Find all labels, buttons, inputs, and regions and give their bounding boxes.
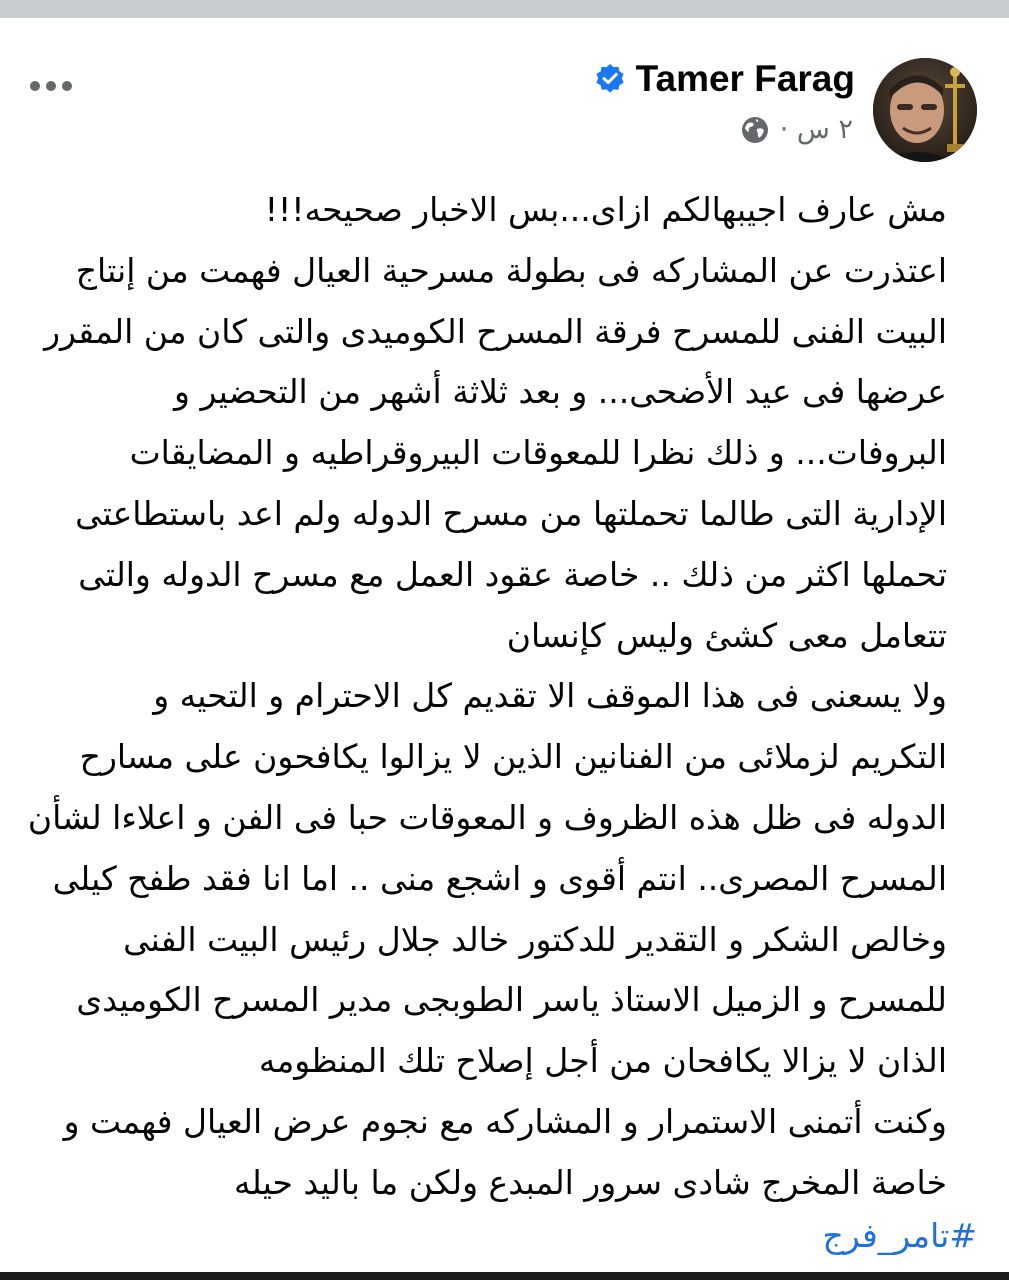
post-line: مش عارف اجيبهالكم ازاى...بس الاخبار صحيحه!!! [264, 190, 947, 229]
author-row [594, 58, 855, 100]
hashtag-link[interactable]: #تامر_فرج [822, 1216, 977, 1255]
post-line: تحملها اكثر من ذلك .. خاصة عقود العمل مع مسرح الدوله والتى [78, 554, 947, 594]
post-line: تتعامل معى كشئ وليس كإنسان [506, 615, 947, 655]
more-options-icon [29, 80, 73, 92]
author-name[interactable]: Tamer Farag [635, 58, 855, 99]
post-line: البروفات... و ذلك نظرا للمعوقات البيروقراطيه و المضايقات [129, 433, 947, 473]
avatar[interactable] [873, 58, 977, 162]
bottom-divider [0, 1272, 1009, 1280]
post-line: ولا يسعنى فى هذا الموقف الا تقديم كل الاحترام و التحيه و [153, 676, 947, 716]
post-line: البيت الفنى للمسرح فرقة المسرح الكوميدى والتى كان من المقرر [44, 311, 947, 351]
top-divider-bar [0, 0, 1009, 18]
post-line: الإدارية التى طالما تحملتها من مسرح الدوله ولم اعد باستطاعتى [75, 493, 947, 533]
more-options-button[interactable] [26, 66, 76, 106]
post-line: خاصة المخرج شادى سرور المبدع ولكن ما باليد حيله [233, 1162, 947, 1202]
post-line: المسرح المصرى.. انتم أقوى و اشجع منى .. اما انا فقد طفح كيلى [52, 858, 947, 898]
profile-photo [873, 58, 977, 162]
post-line: اعتذرت عن المشاركه فى بطولة مسرحية العيال فهمت من إنتاج [75, 250, 947, 290]
post-line: وكنت أتمنى الاستمرار و المشاركه مع نجوم عرض العيال فهمت و [63, 1101, 947, 1141]
globe-icon [740, 115, 770, 145]
post-body [7, 180, 947, 1214]
post-line: وخالص الشكر و التقدير للدكتور خالد جلال رئيس البيت الفنى [123, 919, 947, 959]
post-card [0, 18, 1009, 1270]
post-line: للمسرح و الزميل الاستاذ ياسر الطوبجى مدير المسرح الكوميدى [76, 980, 947, 1020]
post-line: الذان لا يزالا يكافحان من أجل إصلاح تلك المنظومه [258, 1041, 947, 1081]
post-line: الدوله فى ظل هذه الظروف و المعوقات حبا فى الفن و اعلاءا لشأن [27, 797, 947, 837]
post-line: عرضها فى عيد الأضحى... و بعد ثلاثة أشهر من التحضير و [174, 372, 947, 412]
post-line: التكريم لزملائى من الفنانين الذين لا يزالوا يكافحون على مسارح [79, 737, 947, 777]
verified-badge-icon [594, 63, 626, 95]
post-meta [740, 114, 853, 145]
post-timestamp[interactable]: ٢ س · [779, 114, 853, 145]
